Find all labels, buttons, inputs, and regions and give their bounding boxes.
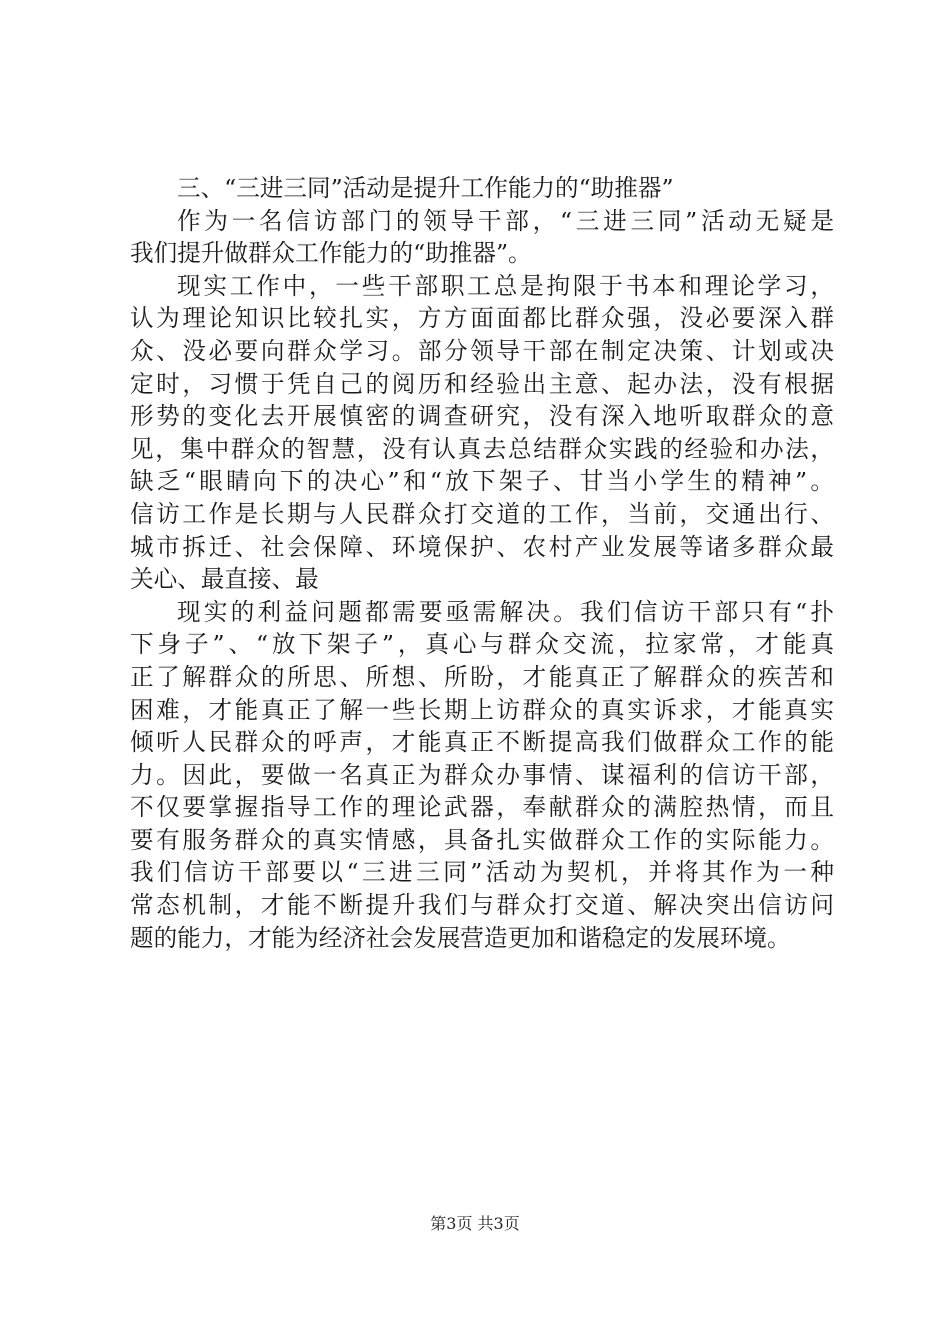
paragraph-line: 正了解群众的所思、所想、所盼，才能真正了解群众的疾苦和	[130, 662, 834, 691]
paragraph-line: 困难，才能真正了解一些长期上访群众的真实诉求，才能真实	[130, 695, 834, 724]
paragraph-line: 认为理论知识比较扎实，方方面面都比群众强，没必要深入群	[130, 304, 834, 333]
paragraph-line: 见，集中群众的智慧，没有认真去总结群众实践的经验和办法，	[130, 434, 834, 463]
paragraph-line: 缺乏“眼睛向下的决心”和“放下架子、甘当小学生的精神”。	[130, 467, 834, 496]
document-body	[130, 172, 834, 954]
paragraph-line: 城市拆迁、社会保障、环境保护、农村产业发展等诸多群众最	[130, 532, 834, 561]
paragraph-line: 常态机制，才能不断提升我们与群众打交道、解决突出信访问	[130, 891, 834, 920]
paragraph-line: 不仅要掌握指导工作的理论武器，奉献群众的满腔热情，而且	[130, 793, 834, 822]
paragraph-line: 作为一名信访部门的领导干部，“三进三同”活动无疑是	[177, 206, 834, 235]
section-heading: 三、“三进三同”活动是提升工作能力的“助推器”	[177, 174, 674, 202]
paragraph-line: 众、没必要向群众学习。部分领导干部在制定决策、计划或决	[130, 336, 834, 365]
paragraph-line: 要有服务群众的真实情感，具备扎实做群众工作的实际能力。	[130, 825, 834, 854]
paragraph-line: 题的能力，才能为经济社会发展营造更加和谐稳定的发展环境。	[130, 923, 791, 952]
paragraph-line: 我们提升做群众工作能力的“助推器”。	[130, 239, 532, 268]
paragraph-line: 信访工作是长期与人民群众打交道的工作，当前，交通出行、	[130, 499, 834, 528]
paragraph-line: 定时，习惯于凭自己的阅历和经验出主意、起办法，没有根据	[130, 369, 834, 398]
paragraph-line: 我们信访干部要以“三进三同”活动为契机，并将其作为一种	[130, 858, 834, 887]
paragraph-line: 倾听人民群众的呼声，才能真正不断提高我们做群众工作的能	[130, 728, 834, 757]
paragraph-line: 力。因此，要做一名真正为群众办事情、谋福利的信访干部，	[130, 760, 834, 789]
paragraph-line: 形势的变化去开展慎密的调查研究，没有深入地听取群众的意	[130, 402, 834, 431]
page-number-footer: 第3页 共3页	[430, 1214, 520, 1233]
paragraph-line: 现实的利益问题都需要亟需解决。我们信访干部只有“扑	[177, 597, 834, 626]
paragraph-line: 现实工作中，一些干部职工总是拘限于书本和理论学习，	[177, 271, 834, 300]
paragraph-line: 关心、最直接、最	[130, 565, 319, 594]
paragraph-line: 下身子”、“放下架子”，真心与群众交流，拉家常，才能真	[130, 630, 834, 659]
